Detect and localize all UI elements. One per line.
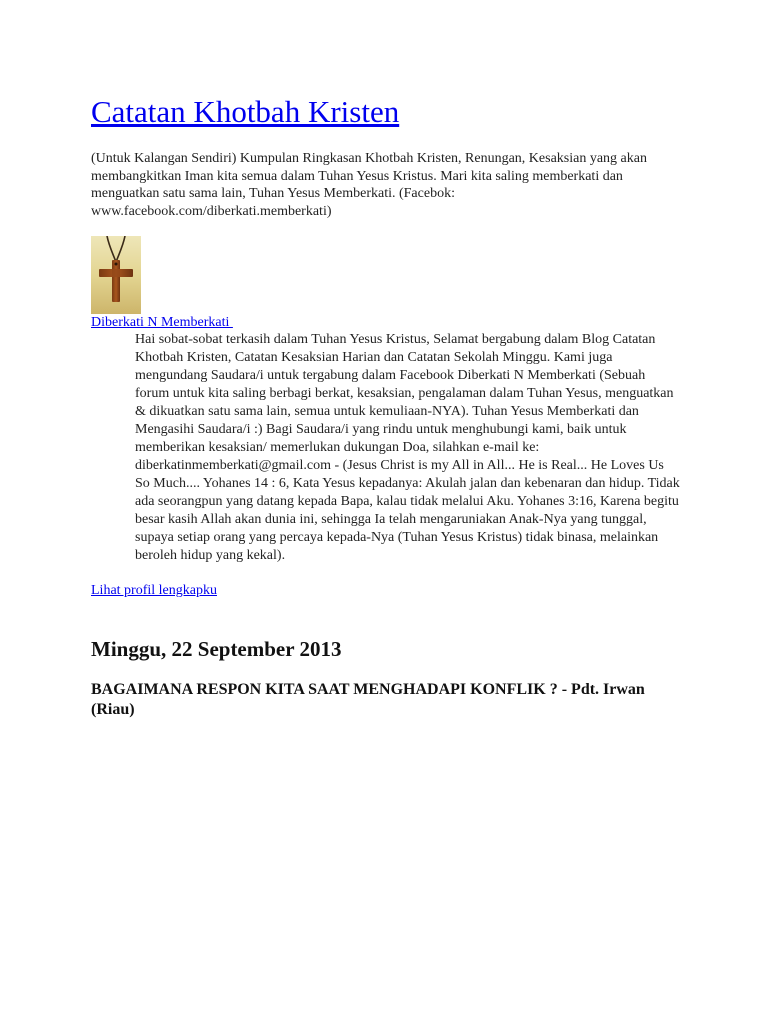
wooden-cross-pendant-icon xyxy=(91,236,141,314)
profile-photo[interactable] xyxy=(91,236,141,314)
blog-description: (Untuk Kalangan Sendiri) Kumpulan Ringkasan Khotbah Kristen, Renungan, Kesaksian yang akan membangkitkan Iman kita semua dalam Tuhan Yesus Kristus. Mari kita saling memberkati dan menguatkan satu sama lain, Tuhan Yesus Memberkati. (Facebok: www.facebook.com/diberkati.memberkati) xyxy=(91,151,647,219)
blog-title-link[interactable]: Catatan Khotbah Kristen xyxy=(91,94,400,129)
post-date-header: Minggu, 22 September 2013 xyxy=(91,637,342,662)
profile-name-link[interactable]: Diberkati N Memberkati xyxy=(91,315,233,330)
profile-about-text: Hai sobat-sobat terkasih dalam Tuhan Yesus Kristus, Selamat bergabung dalam Blog Catatan Khotbah Kristen, Catatan Kesaksian Harian dan Catatan Sekolah Minggu. Kami juga mengundang Saudara/i untuk tergabung dalam Facebook Diberkati N Memberkati (Sebuah forum untuk kita saling berbagi berkat, kesaksian, pengalaman dalam Tuhan Yesus, menguatkan & dikuatkan satu sama lain, semua untuk kemuliaan-NYA). Tuhan Yesus Memberkati dan Mengasihi Saudara/i :) Bagi Saudara/i yang rindu untuk menghubungi kami, baik untuk memberikan kesaksian/ memerlukan dukungan Doa, silahkan e-mail ke: diberkatinmemberkati@gmail.com - (Jesus Christ is my All in All... He is Real... He Loves Us So Much.... Yohanes 14 : 6, Kata Yesus kepadanya: Akulah jalan dan kebenaran dan hidup. Tidak ada seorangpun yang datang kepada Bapa, kalau tidak melalui Aku. Yohanes 3:16, Karena begitu besar kasih Allah akan dunia ini, sehingga Ia telah mengaruniakan Anak-Nya yang tunggal, supaya setiap orang yang percaya kepada-Nya (Tuhan Yesus Kristus) tidak binasa, melainkan beroleh hidup yang kekal). xyxy=(135,332,680,563)
view-full-profile-link[interactable]: Lihat profil lengkapku xyxy=(91,583,217,598)
post-title[interactable]: BAGAIMANA RESPON KITA SAAT MENGHADAPI KONFLIK ? - Pdt. Irwan (Riau) xyxy=(91,681,645,718)
